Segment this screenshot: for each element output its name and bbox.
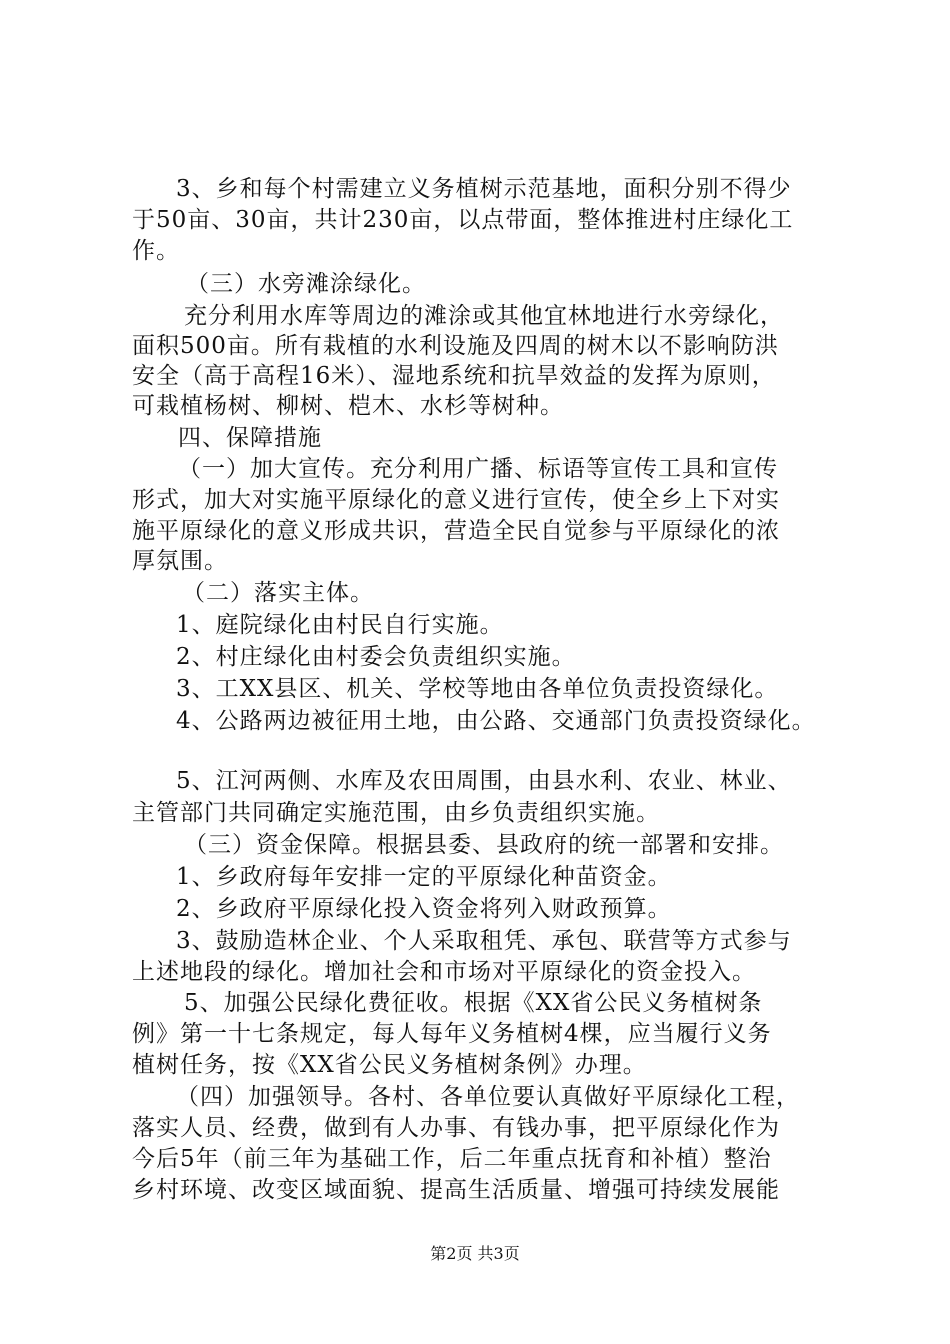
list-item: 1、乡政府每年安排一定的平原绿化种苗资金。: [176, 864, 672, 890]
paragraph-line: 乡村环境、改变区域面貌、提高生活质量、增强可持续发展能: [132, 1177, 780, 1203]
paragraph-line: 上述地段的绿化。增加社会和市场对平原绿化的资金投入。: [132, 959, 756, 985]
paragraph-line: 作。: [132, 238, 180, 264]
list-item: 5、加强公民绿化费征收。根据《XX省公民义务植树条: [184, 990, 763, 1016]
list-item: 4、公路两边被征用土地，由公路、交通部门负责投资绿化。: [176, 708, 816, 734]
paragraph-line: 于50亩、30亩，共计230亩，以点带面，整体推进村庄绿化工: [132, 207, 794, 233]
paragraph-line: 主管部门共同确定实施范围，由乡负责组织实施。: [132, 800, 660, 826]
paragraph-line: 今后5年（前三年为基础工作，后二年重点抚育和补植）整治: [132, 1146, 772, 1172]
section-heading: 四、保障措施: [178, 425, 322, 451]
section-heading: （四）加强领导。各村、各单位要认真做好平原绿化工程，: [176, 1084, 800, 1110]
page-number-footer: 第2页 共3页: [430, 1244, 520, 1263]
list-item: 2、村庄绿化由村委会负责组织实施。: [176, 644, 576, 670]
list-item: 5、江河两侧、水库及农田周围，由县水利、农业、林业、: [176, 768, 792, 794]
paragraph-line: （一）加大宣传。充分利用广播、标语等宣传工具和宣传: [178, 456, 778, 482]
paragraph-line: 厚氛围。: [132, 548, 228, 574]
list-item: 3、鼓励造林企业、个人采取租凭、承包、联营等方式参与: [176, 928, 792, 954]
paragraph-line: 充分利用水库等周边的滩涂或其他宜林地进行水旁绿化，: [184, 303, 784, 329]
list-item: 1、庭院绿化由村民自行实施。: [176, 612, 504, 638]
paragraph-line: 落实人员、经费，做到有人办事、有钱办事，把平原绿化作为: [132, 1115, 780, 1141]
section-heading: （三）水旁滩涂绿化。: [186, 271, 426, 297]
list-item: 3、工XX县区、机关、学校等地由各单位负责投资绿化。: [176, 676, 779, 702]
section-heading: （二）落实主体。: [182, 580, 374, 606]
list-item: 2、乡政府平原绿化投入资金将列入财政预算。: [176, 896, 672, 922]
paragraph-line: 植树任务，按《XX省公民义务植树条例》办理。: [132, 1052, 647, 1078]
paragraph-line: 可栽植杨树、柳树、桤木、水杉等树种。: [132, 393, 564, 419]
paragraph-line: 安全（高于高程16米）、湿地系统和抗旱效益的发挥为原则，: [132, 363, 776, 389]
paragraph-line: 面积500亩。所有栽植的水利设施及四周的树木以不影响防洪: [132, 333, 779, 359]
section-heading: （三）资金保障。根据县委、县政府的统一部署和安排。: [184, 832, 784, 858]
paragraph-line: 例》第一十七条规定，每人每年义务植树4棵，应当履行义务: [132, 1021, 772, 1047]
paragraph-line: 形式，加大对实施平原绿化的意义进行宣传，使全乡上下对实: [132, 487, 780, 513]
paragraph-line: 施平原绿化的意义形成共识，营造全民自觉参与平原绿化的浓: [132, 518, 780, 544]
paragraph-line: 3、乡和每个村需建立义务植树示范基地，面积分别不得少: [176, 176, 792, 202]
